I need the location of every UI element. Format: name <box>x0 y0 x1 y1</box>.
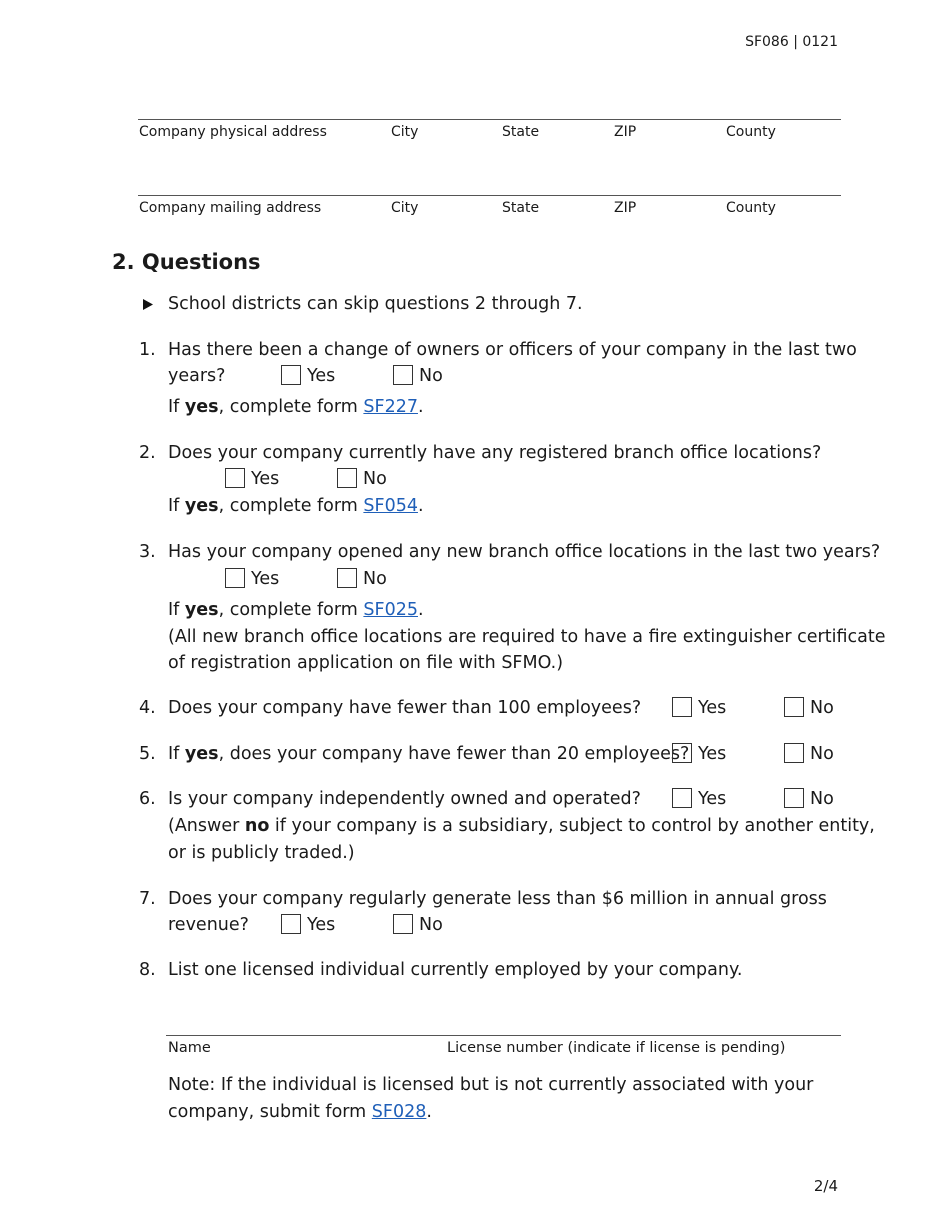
name-label: Name <box>168 1040 211 1056</box>
q7-text: Does your company regularly generate less than $6 million in annual gross <box>168 889 827 909</box>
q1-text-cont: years? <box>168 366 226 386</box>
q2-yes-checkbox[interactable] <box>225 468 245 488</box>
q6-text: Is your company independently owned and operated? <box>168 789 641 809</box>
page-number: 2/4 <box>813 1177 838 1195</box>
q5-yes-checkbox[interactable] <box>672 743 692 763</box>
q8-number: 8. <box>139 960 156 980</box>
licensee-field-line[interactable] <box>166 1035 841 1036</box>
physical-state-label: State <box>502 124 540 140</box>
sf227-link[interactable]: SF227 <box>363 397 418 417</box>
q1-text: Has there been a change of owners or officers of your company in the last two <box>168 340 857 360</box>
q7-yes-checkbox[interactable] <box>281 914 301 934</box>
q6-yes-checkbox[interactable] <box>672 788 692 808</box>
mailing-county-label: County <box>726 200 776 216</box>
q7-number: 7. <box>139 889 156 909</box>
q4-no-option[interactable]: No <box>784 695 834 722</box>
q1-instruction: If yes, complete form SF227. <box>168 397 424 417</box>
q5-no-checkbox[interactable] <box>784 743 804 763</box>
q3-text: Has your company opened any new branch office locations in the last two years? <box>168 542 881 562</box>
q4-text: Does your company have fewer than 100 employees? <box>168 698 642 718</box>
q3-no-checkbox[interactable] <box>337 568 357 588</box>
q6-note-cont: or is publicly traded.) <box>168 843 355 863</box>
sf025-link[interactable]: SF025 <box>363 600 418 620</box>
q7-text-cont: revenue? <box>168 915 249 935</box>
q3-note-cont: of registration application on file with SFMO.) <box>168 653 564 673</box>
q3-note: (All new branch office locations are required to have a fire extinguisher certificate <box>168 627 886 647</box>
q2-number: 2. <box>139 443 156 463</box>
bullet-arrow-icon <box>142 291 154 327</box>
q8-note: Note: If the individual is licensed but is not currently associated with your <box>168 1075 814 1095</box>
q1-yes-option[interactable]: Yes <box>281 363 335 390</box>
physical-address-row <box>138 119 841 150</box>
q4-no-checkbox[interactable] <box>784 697 804 717</box>
q3-yes-checkbox[interactable] <box>225 568 245 588</box>
mailing-zip-label: ZIP <box>614 200 637 216</box>
q2-no-checkbox[interactable] <box>337 468 357 488</box>
q3-instruction: If yes, complete form SF025. <box>168 600 424 620</box>
q6-note: (Answer no if your company is a subsidiary, subject to control by another entity, <box>168 816 875 836</box>
mailing-state-label: State <box>502 200 540 216</box>
q1-no-option[interactable]: No <box>393 363 443 390</box>
mailing-address-label: Company mailing address <box>139 200 322 216</box>
physical-city-label: City <box>391 124 419 140</box>
q1-yes-checkbox[interactable] <box>281 365 301 385</box>
sf028-link[interactable]: SF028 <box>371 1102 427 1122</box>
q6-no-checkbox[interactable] <box>784 788 804 808</box>
q5-text: If yes, does your company have fewer than 20 employees? <box>168 744 690 764</box>
mailing-city-label: City <box>391 200 419 216</box>
license-number-label: License number (indicate if license is pending) <box>447 1040 786 1056</box>
q6-number: 6. <box>139 789 156 809</box>
q2-yes-option[interactable]: Yes <box>225 466 279 493</box>
q3-yes-option[interactable]: Yes <box>225 566 279 593</box>
form-code: SF086 | 0121 <box>745 34 838 50</box>
physical-county-label: County <box>726 124 776 140</box>
q5-yes-option[interactable]: Yes <box>672 741 726 768</box>
bullet-note: School districts can skip questions 2 through 7. <box>168 294 583 314</box>
q2-no-option[interactable]: No <box>337 466 387 493</box>
q1-number: 1. <box>139 340 156 360</box>
mailing-address-row <box>138 195 841 226</box>
q5-number: 5. <box>139 744 156 764</box>
q3-no-option[interactable]: No <box>337 566 387 593</box>
q7-no-option[interactable]: No <box>393 912 443 939</box>
q6-no-option[interactable]: No <box>784 786 834 813</box>
physical-address-label: Company physical address <box>139 124 327 140</box>
q8-text: List one licensed individual currently employed by your company. <box>168 960 743 980</box>
q1-no-checkbox[interactable] <box>393 365 413 385</box>
q3-number: 3. <box>139 542 156 562</box>
q5-no-option[interactable]: No <box>784 741 834 768</box>
section-title: 2. Questions <box>112 250 261 274</box>
q7-yes-option[interactable]: Yes <box>281 912 335 939</box>
physical-zip-label: ZIP <box>614 124 637 140</box>
sf054-link[interactable]: SF054 <box>363 496 418 516</box>
q2-instruction: If yes, complete form SF054. <box>168 496 424 516</box>
q6-yes-option[interactable]: Yes <box>672 786 726 813</box>
q4-yes-checkbox[interactable] <box>672 697 692 717</box>
q4-yes-option[interactable]: Yes <box>672 695 726 722</box>
q2-text: Does your company currently have any registered branch office locations? <box>168 443 822 463</box>
q7-no-checkbox[interactable] <box>393 914 413 934</box>
q8-note-cont: company, submit form SF028. <box>168 1102 432 1122</box>
q4-number: 4. <box>139 698 156 718</box>
